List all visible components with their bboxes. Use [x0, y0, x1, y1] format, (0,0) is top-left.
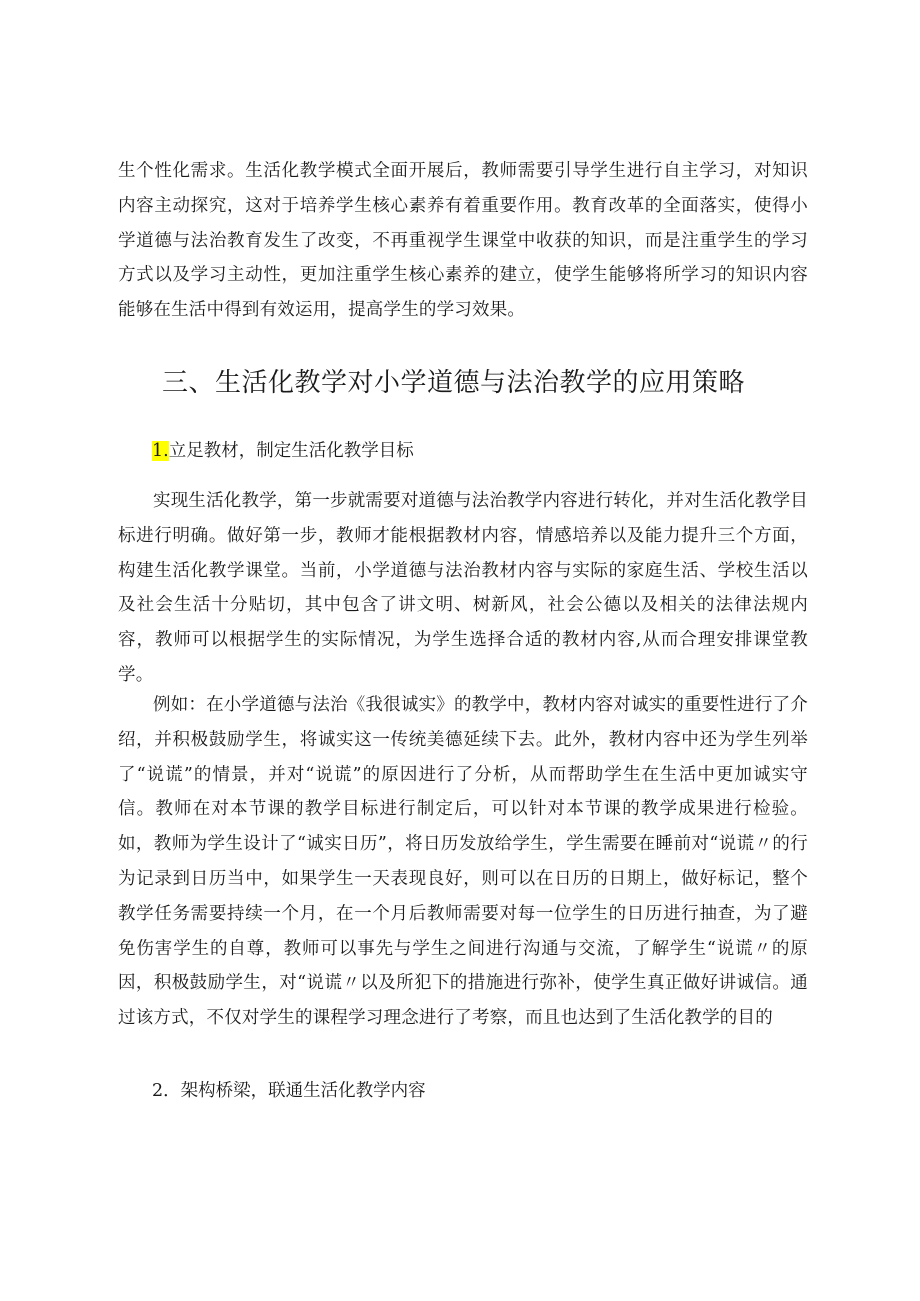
highlighted-number: 1.: [152, 441, 169, 461]
paragraph-2: 例如：在小学道德与法治《我很诚实》的教学中，教材内容对诚实的重要性进行了介绍，并积极鼓励学生，将诚实这一传统美德延续下去。此外，教材内容中还为学生列举了“说谎”的情景，并对“说谎”的原因进行了分析，从而帮助学生在生活中更加诚实守信。教师在对本节课的教学目标进行制定后，可以针对本节课的教学成果进行检验。如，教师为学生设计了“诚实日历”，将日历发放给学生，学生需要在睡前对“说谎〃的行为记录到日历当中，如果学生一天表现良好，则可以在日历的日期上，做好标记，整个教学任务需要持续一个月，在一个月后教师需要对每一位学生的日历进行抽查，为了避免伤害学生的自尊，教师可以事先与学生之间进行沟通与交流，了解学生“说谎〃的原因，积极鼓励学生，对“说谎〃以及所犯下的措施进行弥补，使学生真正做好讲诚信。通过该方式，不仅对学生的课程学习理念进行了考察，而且也达到了生活化教学的目的: [118, 695, 808, 1029]
section-heading: 三、生活化教学对小学道德与法治教学的应用策略: [162, 368, 746, 398]
subsection-1-heading: [152, 436, 414, 466]
subsection-2-heading: 2．架构桥梁，联通生活化教学内容: [152, 1081, 426, 1101]
paragraph-1: 实现生活化教学，第一步就需要对道德与法治教学内容进行转化，并对生活化教学目标进行明确。做好第一步，教师才能根据教材内容，情感培养以及能力提升三个方面，构建生活化教学课堂。当前，小学道德与法治教材内容与实际的家庭生活、学校生活以及社会生活十分贴切，其中包含了讲文明、树新风，社会公德以及相关的法律法规内容，教师可以根据学生的实际情况，为学生选择合适的教材内容,从而合理安排课堂教学。: [118, 491, 808, 685]
subsection-1-title: 立足教材，制定生活化教学目标: [168, 441, 414, 461]
paragraph-intro: 生个性化需求。生活化教学模式全面开展后，教师需要引导学生进行自主学习，对知识内容主动探究，这对于培养学生核心素养有着重要作用。教育改革的全面落实，使得小学道德与法治教育发生了改变，不再重视学生课堂中收获的知识，而是注重学生的学习方式以及学习主动性，更加注重学生核心素养的建立，使学生能够将所学习的知识内容能够在生活中得到有效运用，提高学生的学习效果。: [118, 161, 808, 321]
